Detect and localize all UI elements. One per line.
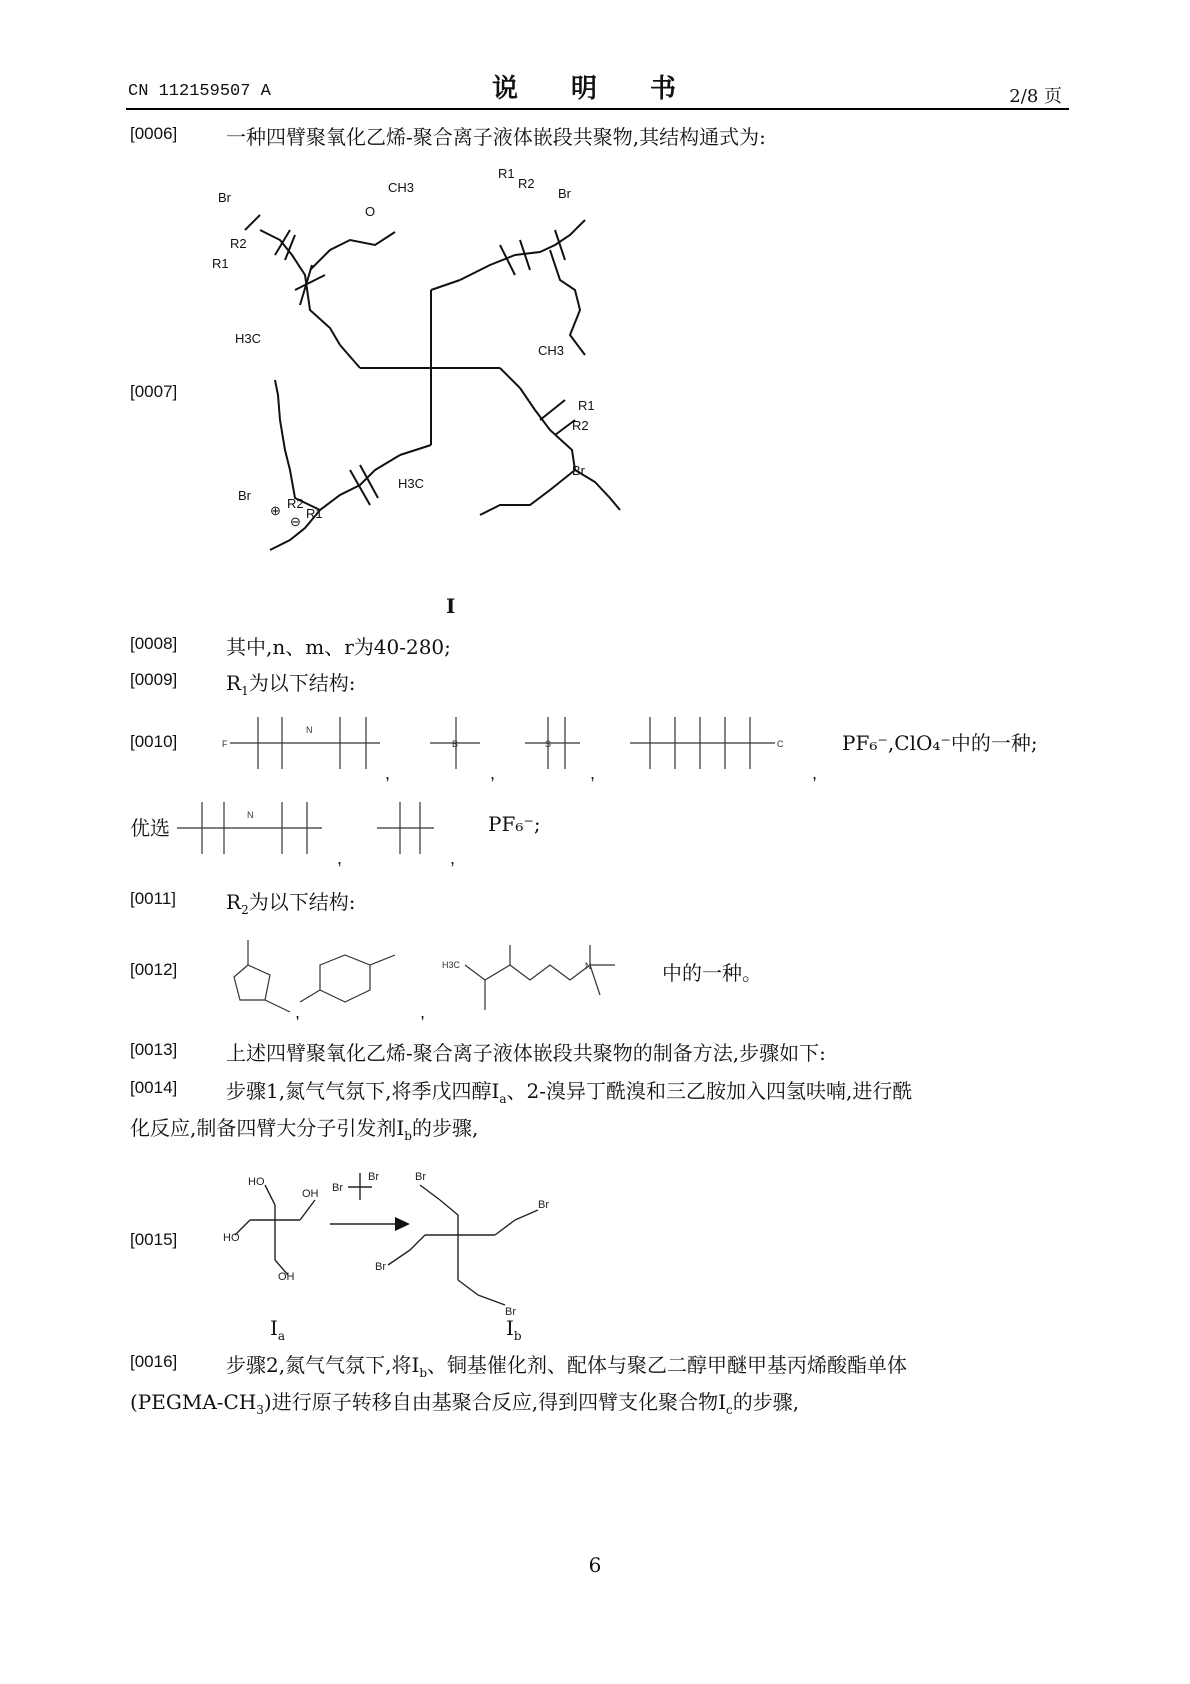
- paragraph-number: [0014]: [130, 1078, 178, 1097]
- r-symbol: R: [226, 890, 242, 914]
- preferred-label: 优选: [130, 816, 170, 840]
- paragraph-number: [0008]: [130, 634, 178, 653]
- subscript: b: [404, 1129, 412, 1143]
- r1-anion-structures: [220, 705, 840, 785]
- paragraph-text: PF₆⁻,ClO₄⁻中的一种;: [842, 731, 1038, 755]
- document-number: CN 112159507 A: [128, 82, 271, 101]
- text: I: [506, 1316, 514, 1340]
- bromine-label: Br: [558, 186, 571, 201]
- paragraph-number: [0016]: [130, 1352, 178, 1371]
- subscript: 3: [256, 1403, 264, 1417]
- compound-label-ib: [506, 1316, 522, 1343]
- page-count: 2/8 页: [1009, 86, 1062, 107]
- paragraph-number: [0006]: [130, 124, 178, 143]
- preferred-text: PF₆⁻;: [488, 812, 541, 836]
- svg-text:,: ,: [337, 848, 343, 868]
- svg-text:,: ,: [812, 763, 818, 783]
- r2-cation-structures: [220, 920, 660, 1020]
- hydroxyl-label: OH: [278, 1271, 295, 1283]
- subscript: b: [513, 1329, 522, 1343]
- hydroxyl-label: OH: [302, 1188, 319, 1200]
- svg-text:,: ,: [590, 763, 596, 783]
- bromine-label: Br: [375, 1261, 386, 1273]
- methyl-label: H3C: [442, 960, 461, 970]
- paragraph-number: [0011]: [130, 889, 177, 908]
- compound-label-ia: [270, 1316, 285, 1343]
- subscript: a: [277, 1329, 286, 1343]
- header-rule: [126, 108, 1069, 110]
- methyl-label: H3C: [235, 331, 262, 346]
- r2-label: R2: [518, 176, 535, 191]
- subscript: 2: [241, 903, 249, 917]
- reaction-arrow-head: [395, 1217, 410, 1231]
- paragraph-number: [0010]: [130, 732, 178, 751]
- text: 的步骤,: [411, 1116, 479, 1140]
- paragraph-number: [0007]: [130, 382, 178, 401]
- r2-label: R2: [572, 418, 589, 433]
- r1-label: R1: [212, 256, 229, 271]
- r2-label: R2: [230, 236, 247, 251]
- hydroxyl-label: HO: [248, 1176, 265, 1188]
- paragraph-text: [226, 1349, 907, 1380]
- hydroxyl-label: HO: [223, 1232, 240, 1244]
- page-title: 说 明 书: [491, 74, 699, 104]
- subscript: b: [419, 1366, 428, 1380]
- text: 、2-溴异丁酰溴和三乙胺加入四氢呋喃,进行酰: [506, 1079, 913, 1103]
- text: )进行原子转移自由基聚合反应,得到四臂支化聚合物I: [263, 1390, 726, 1414]
- sulfur-label: S: [545, 739, 552, 749]
- paragraph-text: [226, 667, 355, 698]
- paragraph-text: [130, 1386, 799, 1417]
- methyl-label: CH3: [388, 180, 415, 195]
- bromine-label: Br: [572, 463, 585, 478]
- bromine-label: Br: [218, 190, 231, 205]
- bromine-label: Br: [332, 1182, 343, 1194]
- r1-label: R1: [498, 166, 515, 181]
- nitrogen-label: N: [247, 810, 254, 820]
- svg-text:,: ,: [420, 1002, 426, 1020]
- paragraph-text: 一种四臂聚氧化乙烯-聚合离子液体嵌段共聚物,其结构通式为:: [226, 125, 766, 149]
- bromine-label: Br: [368, 1171, 379, 1183]
- paragraph-text: [226, 1075, 912, 1106]
- r1-label: R1: [306, 506, 323, 521]
- paragraph-text: [130, 1112, 478, 1143]
- preferred-anion-structures: [172, 790, 492, 870]
- text: I: [270, 1316, 278, 1340]
- r-symbol: R: [226, 671, 242, 695]
- bromine-label: Br: [538, 1199, 549, 1211]
- carbon-label: C: [777, 739, 784, 749]
- text: 步骤2,氮气气氛下,将I: [226, 1353, 420, 1377]
- nitrogen-label: N: [585, 961, 592, 971]
- text: 步骤1,氮气气氛下,将季戊四醇I: [226, 1079, 500, 1103]
- svg-text:,: ,: [385, 763, 391, 783]
- subscript: a: [499, 1092, 507, 1106]
- page-number: 6: [588, 1553, 602, 1577]
- formula-label: I: [446, 594, 456, 618]
- paragraph-text: 其中,n、m、r为40-280;: [226, 635, 451, 659]
- text: (PEGMA-CH: [130, 1390, 257, 1414]
- reaction-scheme: [220, 1145, 600, 1325]
- r2-label: R2: [287, 496, 304, 511]
- boron-label: B: [452, 739, 459, 749]
- text: 的步骤,: [732, 1390, 800, 1414]
- four-arm-copolymer-structure: [200, 160, 640, 560]
- r1-label: R1: [578, 398, 595, 413]
- methyl-label: CH3: [538, 343, 565, 358]
- paragraph-number: [0015]: [130, 1230, 178, 1249]
- bromine-label: Br: [415, 1171, 426, 1183]
- svg-text:,: ,: [295, 1002, 301, 1020]
- text: 为以下结构:: [248, 890, 356, 914]
- bromine-label: Br: [505, 1306, 516, 1318]
- paragraph-number: [0012]: [130, 960, 178, 979]
- subscript: c: [725, 1403, 733, 1417]
- oxygen-label: O: [365, 204, 376, 219]
- paragraph-text: [226, 886, 355, 917]
- paragraph-text: 上述四臂聚氧化乙烯-聚合离子液体嵌段共聚物的制备方法,步骤如下:: [226, 1041, 826, 1065]
- nitrogen-label: N: [306, 725, 313, 735]
- bromine-label: Br: [238, 488, 251, 503]
- methyl-label: H3C: [398, 476, 425, 491]
- svg-text:,: ,: [490, 763, 496, 783]
- paragraph-number: [0009]: [130, 670, 178, 689]
- text: 化反应,制备四臂大分子引发剂I: [130, 1116, 405, 1140]
- svg-text:,: ,: [450, 848, 456, 868]
- subscript: 1: [241, 684, 249, 698]
- paragraph-number: [0013]: [130, 1040, 178, 1059]
- text: 、铜基催化剂、配体与聚乙二醇甲醚甲基丙烯酸酯单体: [427, 1353, 908, 1377]
- paragraph-text: 中的一种。: [662, 961, 762, 985]
- text: 为以下结构:: [248, 671, 356, 695]
- positive-charge: ⊕: [270, 503, 281, 518]
- negative-charge: ⊖: [290, 514, 301, 529]
- fluorine-label: F: [222, 739, 228, 749]
